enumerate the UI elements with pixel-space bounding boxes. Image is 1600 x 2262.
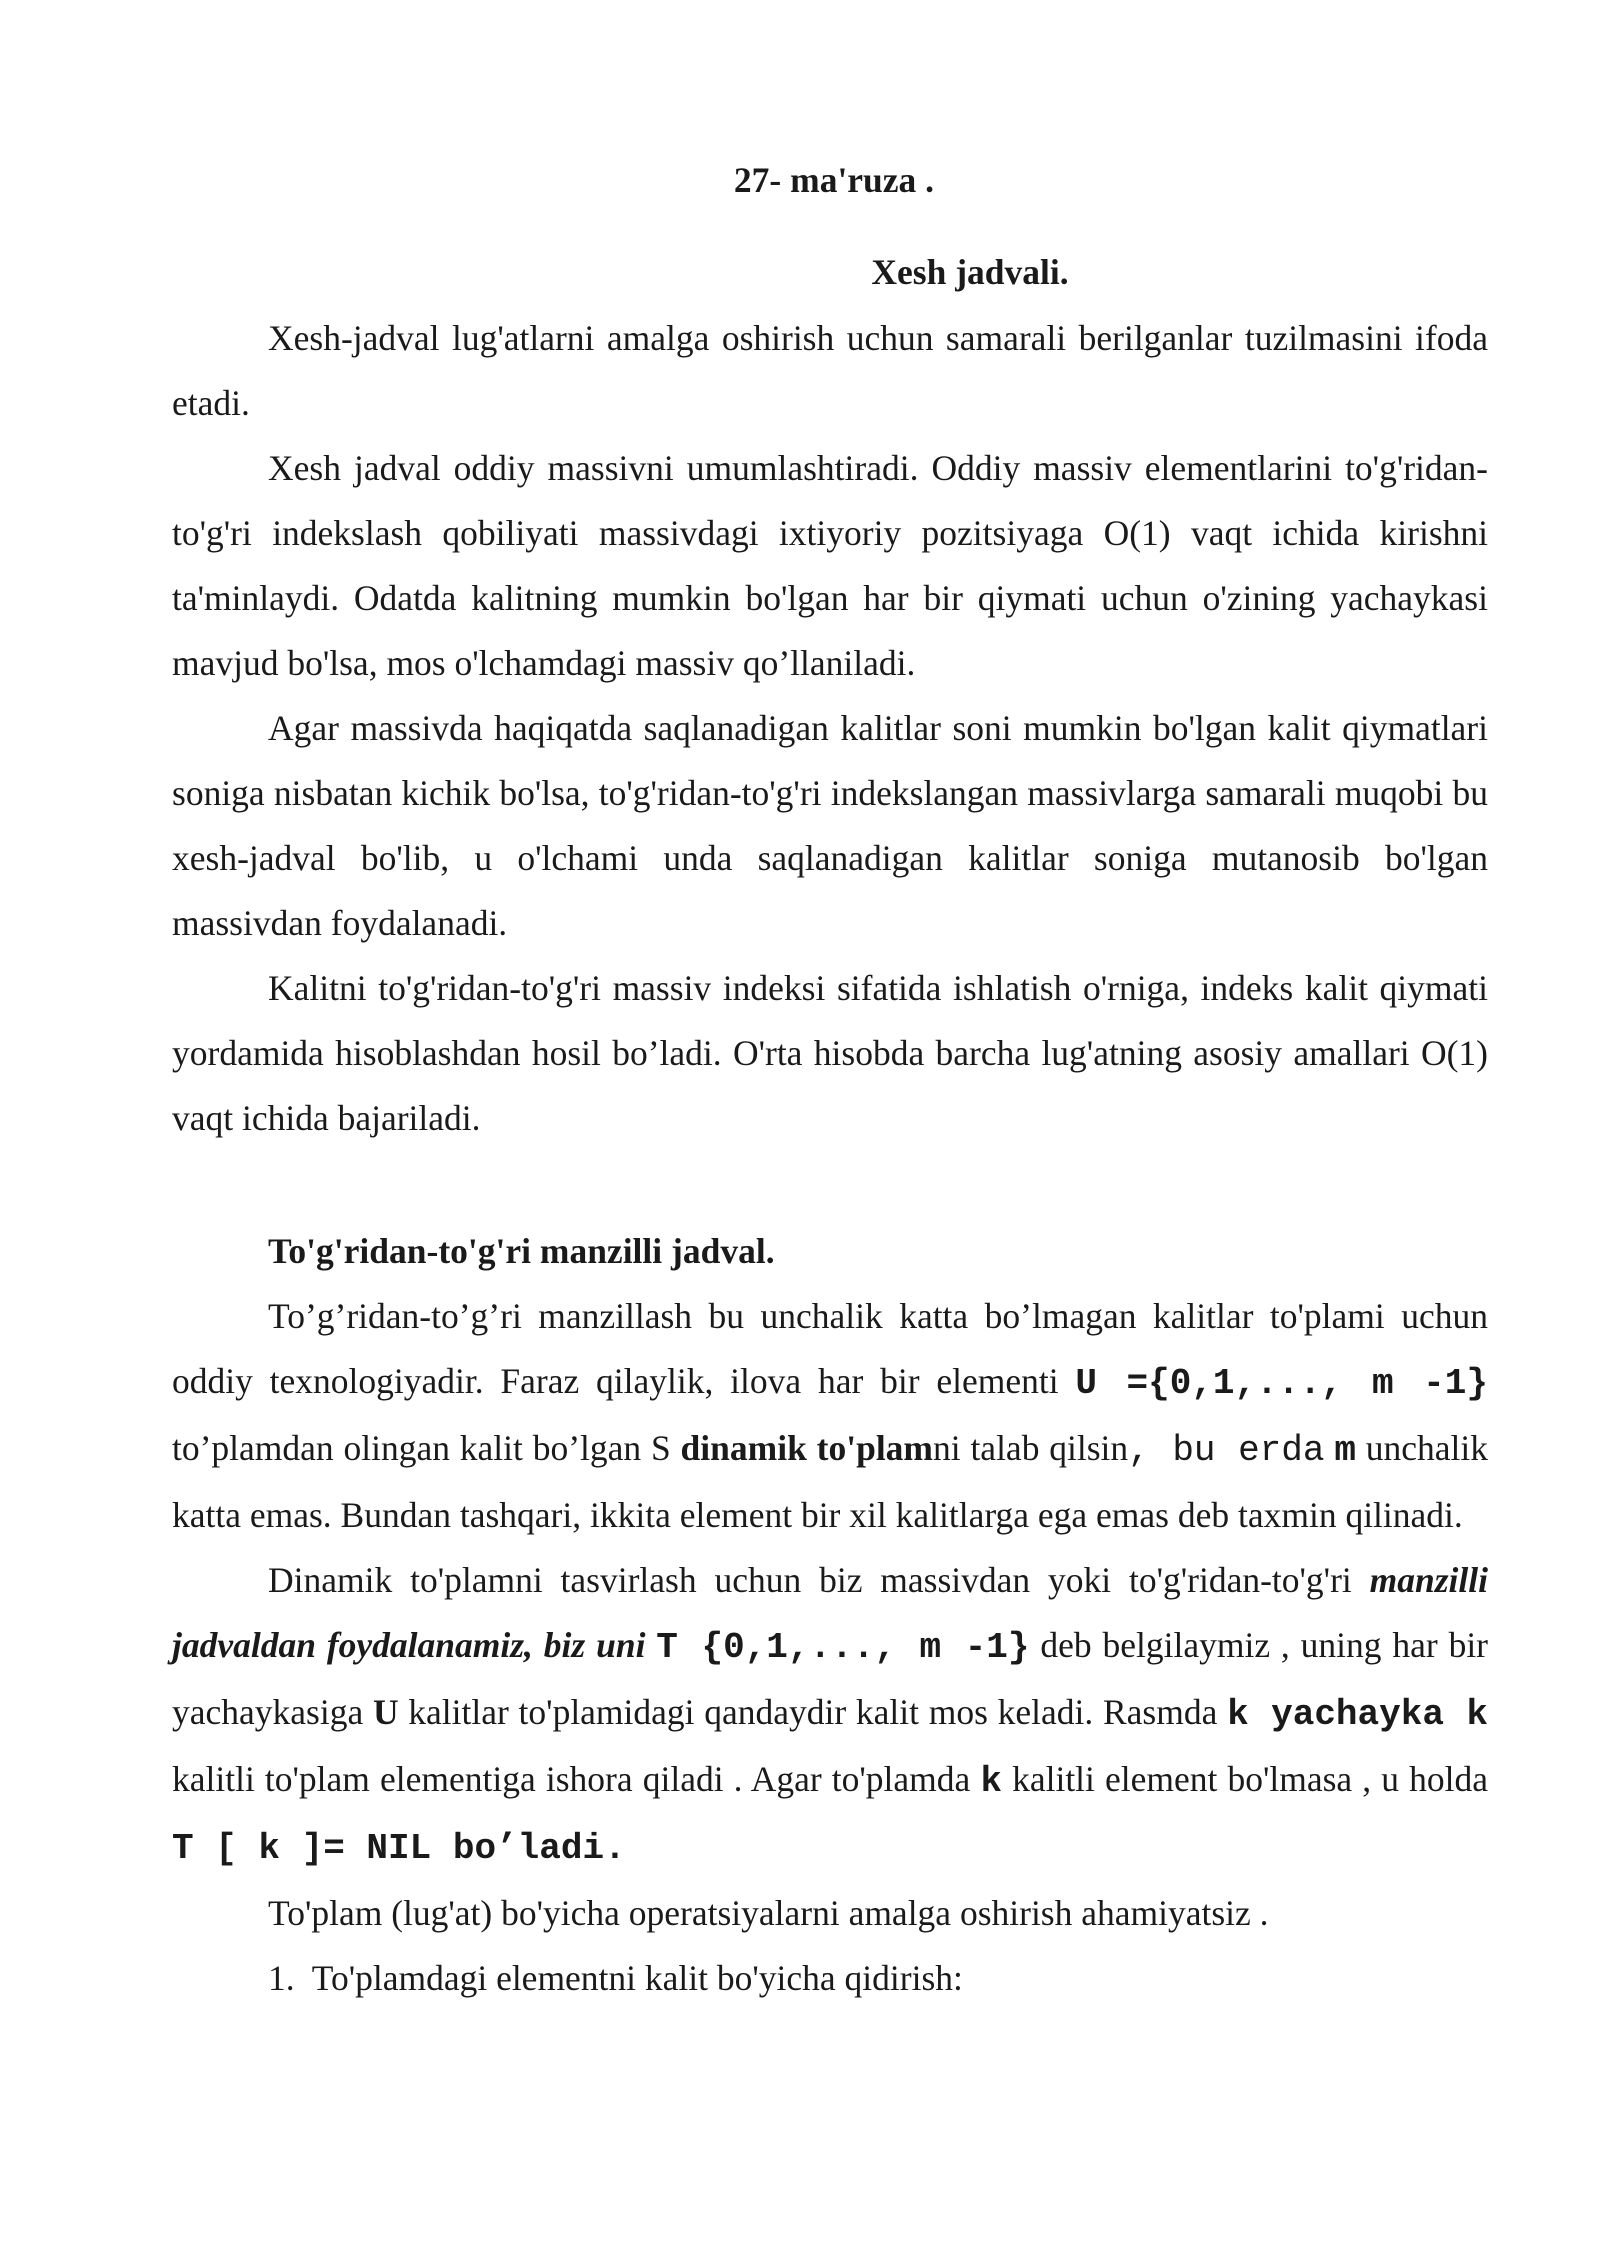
set-notation: U ={0,1,..., m -1} — [1075, 1363, 1488, 1404]
bold-term: dinamik to'plam — [680, 1428, 934, 1468]
text-run: kalitlar to'plamidagi qandaydir kalit mos keladi. Rasmda — [398, 1692, 1228, 1732]
table-notation: T {0,1,..., m -1} — [656, 1627, 1030, 1668]
intro-paragraph-3: Agar massivda haqiqatda saqlanadigan kalitlar soni mumkin bo'lgan kalit qiymatlari soniga nisbatan kichik bo'lsa, to'g'ridan-to'g'ri indekslangan massivlarga samarali muqobi bu xesh-jadval bo'lib, u o'lchami unda saqlanadigan kalitlar soniga mutanosib bo'lgan massivdan foydalanadi. — [172, 708, 1488, 943]
list-text: To'plamdagi elementni kalit bo'yicha qidirish: — [311, 1958, 963, 1998]
list-item — [172, 1946, 1488, 2011]
section-paragraph-2 — [172, 1548, 1488, 1881]
text-run: Dinamik to'plamni tasvirlash uchun biz massivdan yoki to'g'ridan-to'g'ri — [268, 1560, 1370, 1600]
list-number: 1. — [268, 1958, 295, 1998]
bold-italic-term: manzilli jadvaldan foydalanamiz, biz uni — [172, 1560, 1488, 1665]
text-run: unchalik katta emas. Bundan tashqari, ikkita element bir xil kalitlarga ega emas deb taxmin qilinadi. — [172, 1428, 1488, 1535]
page-title: Xesh jadvali. — [871, 252, 1069, 292]
text-run: deb belgilaymiz , uning har bir yachaykasiga — [172, 1625, 1489, 1732]
text-run: kalitli to'plam elementiga ishora qiladi . Agar to'plamda — [172, 1759, 981, 1799]
text-run: to’plamdan olingan kalit bo’lgan S — [172, 1428, 681, 1468]
text-run: kalitli element bo'lmasa , u holda — [1001, 1759, 1488, 1799]
mono-text: , bu erda — [1128, 1430, 1325, 1471]
section-paragraph-1 — [172, 1284, 1488, 1548]
lecture-number: 27- ma'ruza . — [733, 160, 935, 200]
variable-m: m — [1334, 1430, 1356, 1471]
bold-term: U — [372, 1692, 399, 1732]
text-run: To’g’ridan-to’g’ri manzillash bu unchalik katta bo’lmagan kalitlar to'plami uchun oddiy texnologiyadir. Faraz qilaylik, ilova har bir elementi — [172, 1296, 1488, 1401]
intro-paragraph-1: Xesh-jadval lug'atlarni amalga oshirish uchun samarali berilganlar tuzilmasini ifoda etadi. — [172, 318, 1488, 423]
text-run: ni talab qilsin — [933, 1428, 1129, 1468]
section-paragraph-3: To'plam (lug'at) bo'yicha operatsiyalarni amalga oshirish ahamiyatsiz . — [268, 1893, 1269, 1933]
variable-k: k — [980, 1761, 1002, 1802]
intro-paragraph-4: Kalitni to'g'ridan-to'g'ri massiv indeksi sifatida ishlatish o'rniga, indeks kalit qiymati yordamida hisoblashdan hosil bo’ladi. O'rta hisobda barcha lug'atning asosiy amallari O(1) vaqt ichida bajariladi. — [172, 968, 1488, 1138]
nil-notation: T [ k ]= NIL bo’ladi. — [172, 1828, 626, 1869]
section-heading: To'g'ridan-to'g'ri manzilli jadval. — [268, 1231, 775, 1271]
document-body — [172, 148, 1488, 2011]
mono-term: k yachayka k — [1227, 1694, 1488, 1735]
intro-paragraph-2: Xesh jadval oddiy massivni umumlashtiradi. Oddiy massiv elementlarini to'g'ridan-to'g'ri indekslash qobiliyati massivdagi ixtiyoriy pozitsiyaga O(1) vaqt ichida kirishni ta'minlaydi. Odatda kalitning mumkin bo'lgan har bir qiymati uchun o'zining yachaykasi mavjud bo'lsa, mos o'lchamdagi massiv qo’llaniladi. — [172, 448, 1488, 683]
